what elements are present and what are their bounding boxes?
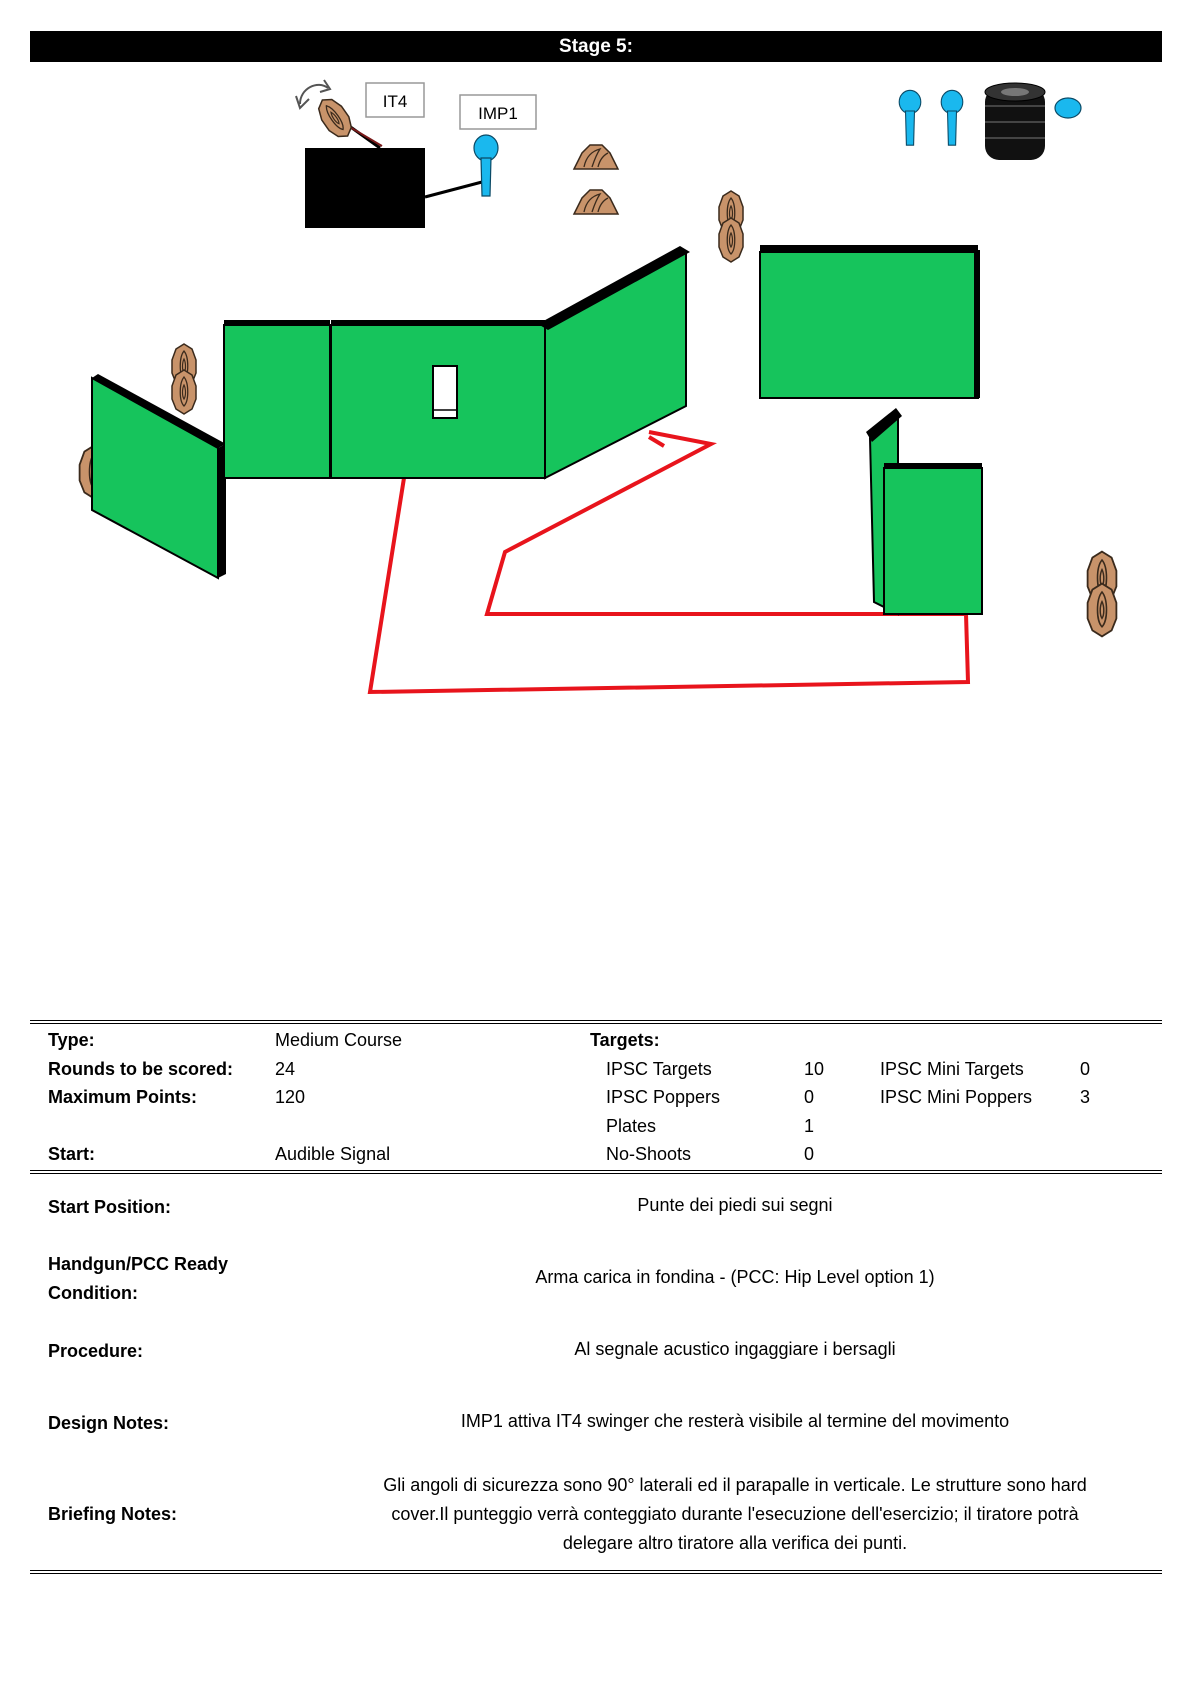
briefing-notes-line-1: Gli angoli di sicurezza sono 90° laterali ed il parapalle in verticale. Le strutture sono hard: [383, 1475, 1087, 1495]
stage-title: Stage 5:: [559, 36, 633, 57]
plate: [1055, 98, 1081, 118]
design-notes-label: Design Notes:: [48, 1413, 170, 1433]
ready-condition-label-2: Condition:: [48, 1283, 138, 1303]
target-type-label: IPSC Poppers: [606, 1087, 721, 1107]
target-type-label: Plates: [606, 1116, 657, 1136]
wall-top-right: [760, 245, 980, 398]
popper-imp1: [474, 135, 498, 196]
procedure-value: Al segnale acustico ingaggiare i bersagli: [574, 1339, 896, 1359]
design-notes-value: IMP1 attiva IT4 swinger che resterà visibile al termine del movimento: [460, 1411, 1010, 1431]
start-label: Start:: [48, 1144, 96, 1164]
maxpoints-label: Maximum Points:: [48, 1087, 198, 1107]
briefing-notes-line-2: cover.Il punteggio verrà conteggiato durante l'esecuzione dell'esercizio; il tiratore potrà: [391, 1504, 1079, 1524]
target-type-value: 0: [804, 1087, 815, 1107]
target-type-value: 10: [804, 1059, 825, 1079]
start-value: Audible Signal: [275, 1144, 391, 1164]
mini-type-label: IPSC Mini Targets: [880, 1059, 1024, 1079]
ready-condition-value: Arma carica in fondina - (PCC: Hip Level option 1): [535, 1267, 935, 1287]
procedure-label: Procedure:: [48, 1341, 144, 1361]
target-type-value: 0: [804, 1144, 815, 1164]
mini-type-value: 0: [1080, 1059, 1091, 1079]
activator-cable: [425, 182, 482, 197]
tire-stack: [985, 83, 1045, 160]
divider-bottom: [30, 1570, 1162, 1574]
ready-condition-label-1: Handgun/PCC Ready: [48, 1254, 229, 1274]
briefing-notes-line-3: delegare altro tiratore alla verifica dei punti.: [562, 1533, 908, 1553]
target-flat-1: [574, 145, 618, 169]
fault-line-mark: [649, 437, 664, 446]
mini-type-label: IPSC Mini Poppers: [880, 1087, 1033, 1107]
type-value: Medium Course: [275, 1030, 403, 1050]
label-imp1: IMP1: [478, 104, 518, 123]
activator-box: [305, 148, 425, 228]
start-position-label: Start Position:: [48, 1197, 172, 1217]
swinger-target-it4: [313, 93, 358, 143]
divider-middle: [30, 1170, 1162, 1174]
wall-left-angled: [92, 374, 226, 578]
stage-diagram: [0, 0, 1191, 720]
target-left-2: [172, 370, 196, 414]
divider-top: [30, 1020, 1162, 1024]
targets-label: Targets:: [590, 1030, 660, 1050]
wall-angled-right: [538, 246, 690, 478]
target-top-2: [719, 218, 743, 262]
rounds-label: Rounds to be scored:: [48, 1059, 234, 1079]
maxpoints-value: 120: [275, 1087, 306, 1107]
wall-centre: [331, 320, 545, 478]
target-flat-2: [574, 190, 618, 214]
stage-info-table: [30, 1020, 1162, 1170]
briefing-notes-label: Briefing Notes:: [48, 1504, 178, 1524]
wall-bottom-right: [866, 408, 982, 614]
label-it4: IT4: [382, 92, 408, 111]
mini-popper-1: [899, 90, 921, 145]
target-type-label: No-Shoots: [606, 1144, 692, 1164]
target-type-label: IPSC Targets: [606, 1059, 712, 1079]
wall-centre-left: [224, 320, 330, 478]
target-type-value: 1: [804, 1116, 815, 1136]
stage-notes: [30, 1170, 1162, 1572]
mini-type-value: 3: [1080, 1087, 1091, 1107]
mini-popper-2: [941, 90, 963, 145]
start-position-value: Punte dei piedi sui segni: [637, 1195, 833, 1215]
type-label: Type:: [48, 1030, 95, 1050]
target-right-2: [1088, 584, 1117, 637]
rounds-value: 24: [275, 1059, 296, 1079]
